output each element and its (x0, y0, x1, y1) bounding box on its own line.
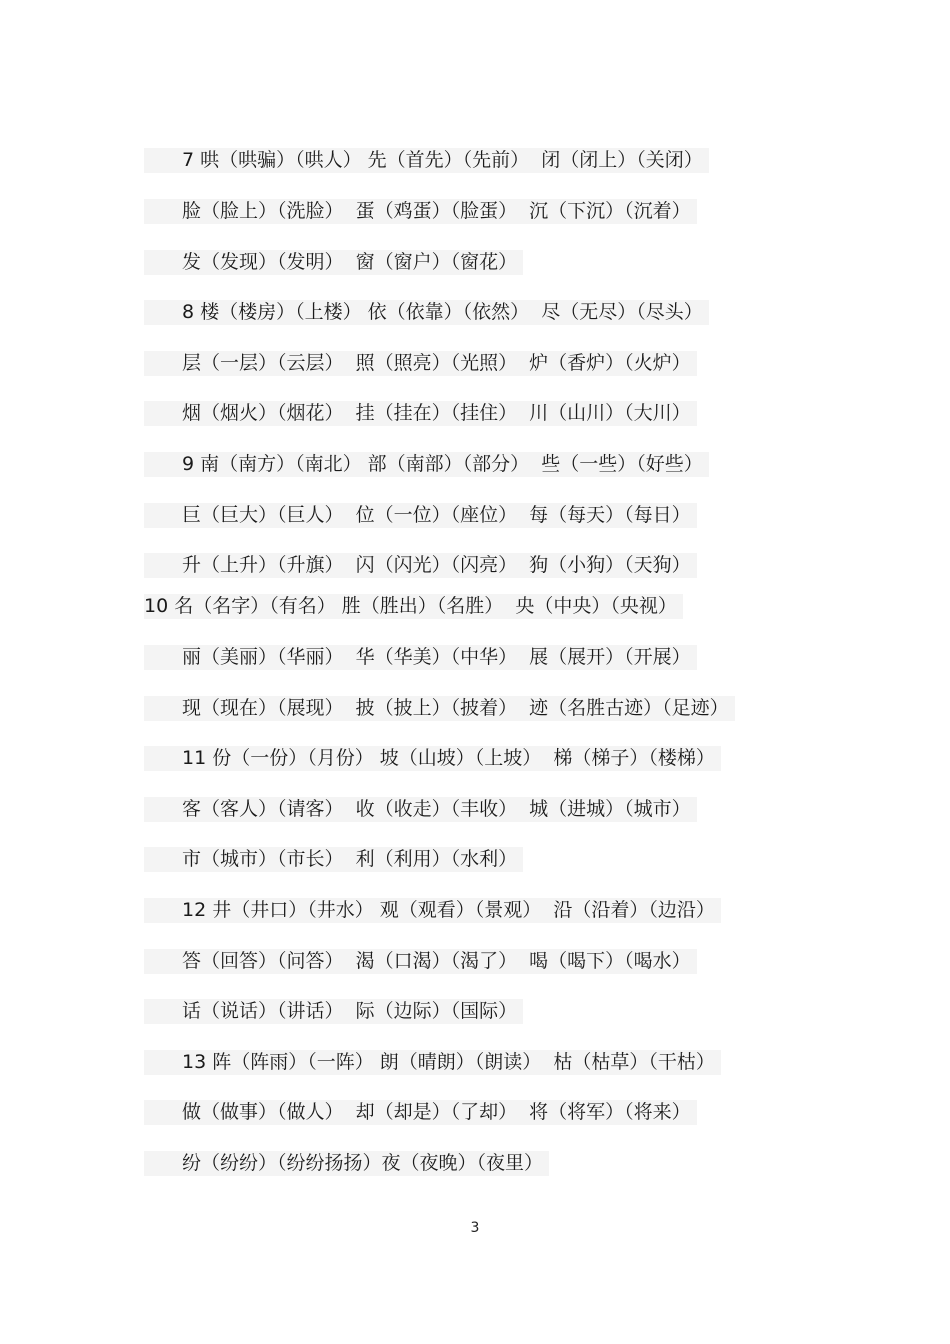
vocab-line-9-1: 9 南（南方）（南北） 部（南部）（部分） 些（一些）（好些） (144, 452, 709, 477)
vocab-line-8-2: 层（一层）（云层） 照（照亮）（光照） 炉（香炉）（火炉） (144, 351, 697, 376)
vocab-line-8-1: 8 楼（楼房）（上楼） 依（依靠）（依然） 尽（无尽）（尽头） (144, 300, 709, 325)
vocab-line-9-3: 升（上升）（升旗） 闪（闪光）（闪亮） 狗（小狗）（天狗） (144, 553, 697, 578)
page-number: 3 (470, 1220, 480, 1236)
vocab-line-10-3: 现（现在）（展现） 披（披上）（披着） 迹（名胜古迹）（足迹） (144, 696, 735, 721)
vocab-line-8-3: 烟（烟火）（烟花） 挂（挂在）（挂住） 川（山川）（大川） (144, 401, 697, 426)
vocab-line-12-3: 话（说话）（讲话） 际（边际）（国际） (144, 999, 523, 1024)
vocab-line-12-1: 12 井（井口）（井水） 观（观看）（景观） 沿（沿着）（边沿） (144, 898, 721, 923)
vocab-line-13-2: 做（做事）（做人） 却（却是）（了却） 将（将军）（将来） (144, 1100, 697, 1125)
vocab-line-11-1: 11 份（一份）（月份） 坡（山坡）（上坡） 梯（梯子）（楼梯） (144, 746, 721, 771)
vocab-line-9-2: 巨（巨大）（巨人） 位（一位）（座位） 每（每天）（每日） (144, 503, 697, 528)
vocab-line-10-2: 丽（美丽）（华丽） 华（华美）（中华） 展（展开）（开展） (144, 645, 697, 670)
vocab-line-7-1: 7 哄（哄骗）（哄人） 先（首先）（先前） 闭（闭上）（关闭） (144, 148, 709, 173)
vocab-line-10-1: 10 名（名字）（有名） 胜（胜出）（名胜） 央（中央）（央视） (144, 594, 683, 619)
vocab-line-11-3: 市（城市）（市长） 利（利用）（水利） (144, 847, 523, 872)
vocab-line-11-2: 客（客人）（请客） 收（收走）（丰收） 城（进城）（城市） (144, 797, 697, 822)
vocab-line-13-3: 纷（纷纷）（纷纷扬扬）夜（夜晚）（夜里） (144, 1151, 549, 1176)
vocab-line-7-3: 发（发现）（发明） 窗（窗户）（窗花） (144, 250, 523, 275)
vocab-line-7-2: 脸（脸上）（洗脸） 蛋（鸡蛋）（脸蛋） 沉（下沉）（沉着） (144, 199, 697, 224)
vocab-line-12-2: 答（回答）（问答） 渴（口渴）（渴了） 喝（喝下）（喝水） (144, 949, 697, 974)
vocab-line-13-1: 13 阵（阵雨）（一阵） 朗（晴朗）（朗读） 枯（枯草）（干枯） (144, 1050, 721, 1075)
